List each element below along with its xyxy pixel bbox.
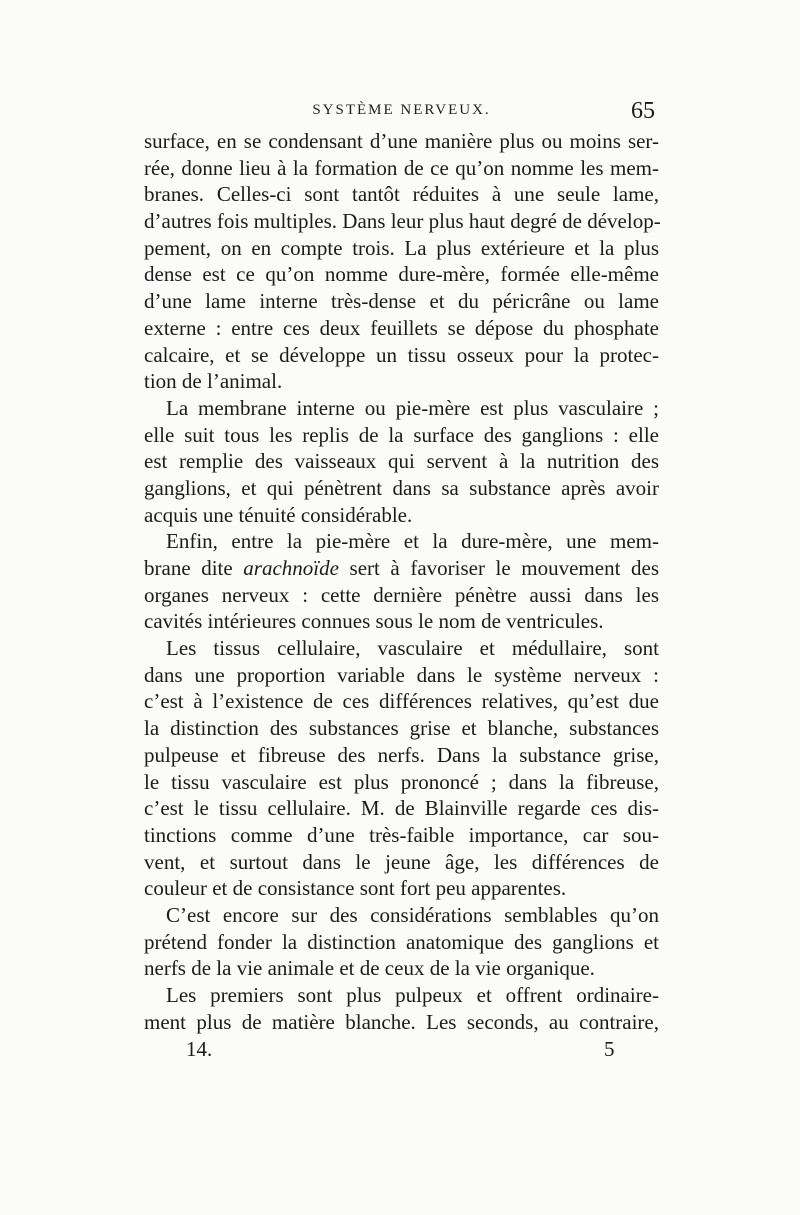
running-head: SYSTÈME NERVEUX. xyxy=(312,102,491,118)
text-line: c’est à l’existence de ces différences relatives, qu’est due xyxy=(144,689,659,714)
text-line: Les premiers sont plus pulpeux et offrent ordinaire- xyxy=(166,983,659,1007)
text-line: pement, on en compte trois. La plus extérieure et la plus xyxy=(144,235,659,260)
text-line: la distinction des substances grise et blanche, substances xyxy=(144,716,659,741)
text-line: prétend fonder la distinction anatomique des ganglions et xyxy=(144,929,659,954)
gathering-mark: 5 xyxy=(604,1037,615,1061)
signature-mark-number: 14. xyxy=(186,1037,213,1061)
text-line: couleur et de consistance sont fort peu apparentes. xyxy=(144,876,567,901)
text-line: pulpeuse et fibreuse des nerfs. Dans la substance grise, xyxy=(144,742,659,767)
text-line: dans une proportion variable dans le système nerveux : xyxy=(144,662,659,687)
text-line: vent, et surtout dans le jeune âge, les différences de xyxy=(144,849,659,874)
text-line: rée, donne lieu à la formation de ce qu’on nomme les mem- xyxy=(144,155,659,180)
page-footer xyxy=(144,1037,659,1067)
text-line: tion de l’animal. xyxy=(144,369,283,394)
text-line: ganglions, et qui pénètrent dans sa substance après avoir xyxy=(144,475,659,500)
text-line: est remplie des vaisseaux qui servent à la nutrition des xyxy=(144,449,659,474)
text-line: ment plus de matière blanche. Les seconds, au contraire, xyxy=(144,1009,659,1034)
page-number: 65 xyxy=(631,98,655,124)
text-line: organes nerveux : cette dernière pénètre aussi dans les xyxy=(144,582,659,607)
text-line: branes. Celles-ci sont tantôt réduites à une seule lame, xyxy=(144,182,659,207)
text-line: Enfin, entre la pie-mère et la dure-mère, une mem- xyxy=(166,529,659,554)
text-line: dense est ce qu’on nomme dure-mère, formée elle-même xyxy=(144,262,659,287)
text-line: d’une lame interne très-dense et du péricrâne ou lame xyxy=(144,289,659,314)
text-line: surface, en se condensant d’une manière plus ou moins ser- xyxy=(144,129,659,153)
text-line: le tissu vasculaire est plus prononcé ; dans la fibreuse, xyxy=(144,769,659,794)
text-line: externe : entre ces deux feuillets se dépose du phosphate xyxy=(144,315,659,340)
text-line: acquis une ténuité considérable. xyxy=(144,502,413,527)
text-line: La membrane interne ou pie-mère est plus vasculaire ; xyxy=(166,395,659,420)
body-text xyxy=(144,128,659,1035)
text-line: brane dite arachnoïde sert à favoriser le mouvement des xyxy=(144,556,659,580)
text-line: c’est le tissu cellulaire. M. de Blainville regarde ces dis- xyxy=(144,796,659,821)
text-line: elle suit tous les replis de la surface des ganglions : elle xyxy=(144,422,659,447)
italic-term: arachnoïde xyxy=(243,556,339,580)
text-line: tinctions comme d’une très-faible importance, car sou- xyxy=(144,822,659,847)
page-header xyxy=(144,100,659,130)
text-line: cavités intérieures connues sous le nom de ventricules. xyxy=(144,609,604,634)
text-line: nerfs de la vie animale et de ceux de la vie organique. xyxy=(144,956,595,981)
text-line: calcaire, et se développe un tissu osseux pour la protec- xyxy=(144,342,659,367)
text-line: d’autres fois multiples. Dans leur plus haut degré de dévelop- xyxy=(144,209,661,234)
text-line: C’est encore sur des considérations semblables qu’on xyxy=(166,902,659,927)
text-line: Les tissus cellulaire, vasculaire et médullaire, sont xyxy=(166,636,659,661)
